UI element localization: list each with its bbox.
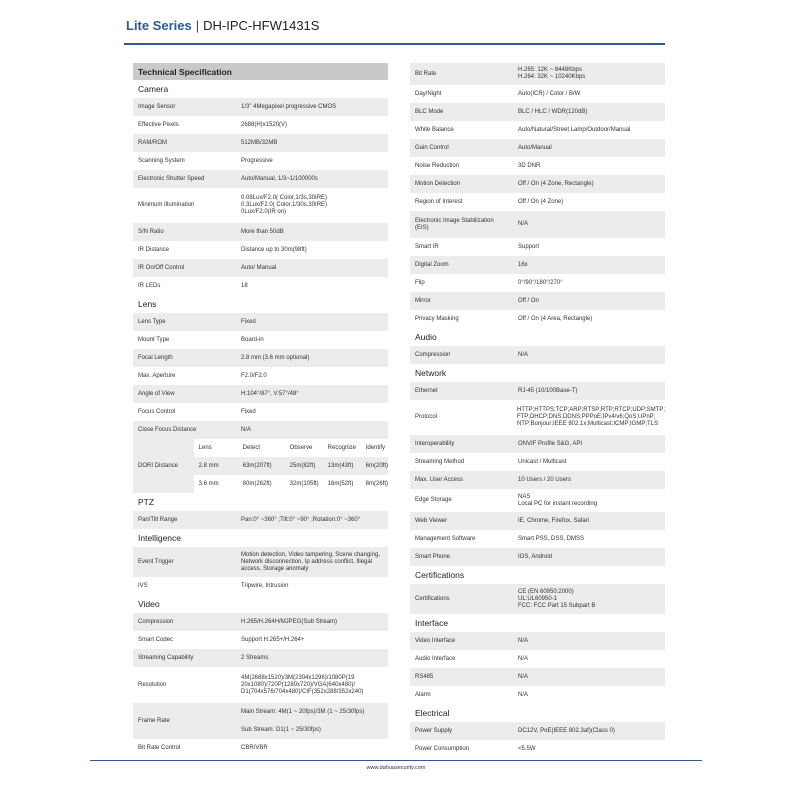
spec-value: Auto/Natural/Street Lamp/Outdoor/Manual — [518, 126, 631, 133]
spec-key-line: Electronic Image Stabilization — [415, 217, 494, 224]
dori-cell: 16m(52ft) — [327, 481, 354, 487]
spec-value: 1/3" 4Megapixel progressive CMOS — [241, 103, 337, 110]
footer-url[interactable]: www.dahuasecurity.com — [366, 765, 426, 771]
spec-row — [410, 584, 665, 614]
spec-row — [410, 211, 665, 238]
dori-header-row — [194, 439, 388, 457]
spec-value: BLC / HLC / WDR(120dB) — [518, 108, 588, 115]
section-electrical: Electrical — [415, 708, 450, 718]
spec-key: Close Focus Distance — [138, 426, 197, 433]
spec-row — [410, 632, 665, 650]
spec-row — [133, 403, 388, 421]
spec-key: Audio Interface — [415, 655, 456, 662]
spec-row — [133, 170, 388, 188]
spec-value-line: 0Lux/F2.0(IR on) — [241, 209, 287, 215]
spec-key: RS485 — [415, 673, 434, 680]
spec-row — [410, 274, 665, 292]
spec-value: N/A — [518, 351, 529, 358]
spec-row — [410, 346, 665, 364]
spec-row — [133, 667, 388, 703]
section-intelligence: Intelligence — [138, 533, 182, 543]
spec-value: F2.0/F2.0 — [241, 372, 267, 379]
dori-label: DORI Distance — [133, 439, 194, 493]
spec-value: Auto(ICR) / Color / B/W — [518, 90, 581, 97]
spec-row — [410, 489, 665, 512]
spec-value: 2688(H)x1520(V) — [241, 121, 288, 128]
spec-key: BLC Mode — [415, 108, 444, 115]
spec-row — [133, 739, 388, 757]
spec-key: IR Distance — [138, 246, 170, 253]
spec-row — [133, 98, 388, 116]
spec-key: Frame Rate — [138, 717, 170, 724]
section-network: Network — [415, 368, 447, 378]
dori-table — [133, 439, 388, 493]
spec-value-line: FCC: FCC Part 15 Subpart B — [518, 602, 596, 609]
spec-row — [133, 703, 388, 739]
dori-header-cell: Identify — [365, 445, 386, 451]
spec-row — [133, 631, 388, 649]
spec-row — [410, 103, 665, 121]
spec-value-line: Motion detection, Video tampering, Scene changing, — [241, 551, 380, 558]
spec-value: 18 — [241, 282, 248, 289]
spec-row — [410, 530, 665, 548]
page-header — [126, 18, 319, 33]
spec-row — [133, 116, 388, 134]
spec-key: Motion Detection — [415, 180, 461, 187]
spec-value-line: NTP;Bonjour;IEEE 802.1x;Multicast;ICMP;IGMP;TLS — [516, 421, 659, 427]
spec-row — [133, 649, 388, 667]
spec-value: IE, Chrome, Firefox, Safari — [518, 517, 590, 524]
spec-value: Unicast / Multicast — [518, 458, 567, 465]
spec-key: Ethernet — [415, 387, 438, 394]
spec-value-line: UL:UL60950-1 — [518, 595, 558, 602]
spec-row — [133, 134, 388, 152]
spec-key: Focus Control — [138, 408, 176, 415]
spec-row — [133, 277, 388, 295]
spec-key: IVS — [138, 582, 148, 589]
spec-value: DC12V, PoE(IEEE 802.3af)(Class 0) — [518, 727, 615, 734]
spec-key: Certifications — [415, 595, 450, 602]
spec-key: Alarm — [415, 691, 431, 698]
spec-row — [410, 548, 665, 566]
spec-row — [133, 152, 388, 170]
spec-value: Support — [518, 243, 540, 250]
title-separator: | — [195, 18, 200, 33]
spec-row — [410, 435, 665, 453]
dori-header-cell: Lens — [198, 445, 212, 451]
spec-key: Minimum Illumination — [138, 202, 195, 208]
spec-value: 3D DNR — [518, 162, 541, 169]
spec-row — [410, 175, 665, 193]
spec-key: Angle of View — [138, 390, 175, 397]
dori-cell: 3.6 mm — [198, 481, 219, 487]
dori-row — [194, 457, 388, 475]
spec-value-line: D1(704x576/704x480)/CIF(352x288/352x240) — [241, 688, 364, 695]
spec-value: N/A — [241, 426, 252, 433]
spec-value: Off / On (4 Zone) — [518, 198, 564, 205]
section-video: Video — [138, 599, 160, 609]
spec-row — [133, 259, 388, 277]
spec-row — [133, 385, 388, 403]
dori-row — [194, 475, 388, 493]
spec-key: Flip — [415, 279, 425, 286]
spec-key: Day/Night — [415, 90, 442, 97]
spec-value: Fixed — [241, 318, 256, 325]
spec-row — [410, 650, 665, 668]
spec-key: Streaming Method — [415, 458, 465, 465]
spec-key-line: (EIS) — [415, 224, 429, 231]
spec-key: Image Sensor — [138, 103, 176, 110]
spec-key: Max. Aperture — [138, 372, 176, 379]
spec-row — [133, 421, 388, 439]
spec-value: 10 Users / 20 Users — [518, 476, 572, 483]
spec-value: Pan:0° ~360° ;Tilt:0° ~90° ;Rotation:0° ~360° — [241, 516, 361, 523]
section-interface: Interface — [415, 618, 449, 628]
spec-key: Mount Type — [138, 336, 170, 343]
spec-key: Compression — [415, 351, 451, 358]
spec-row — [410, 400, 665, 435]
spec-value-line: FTP;DHCP;DNS;DDNS;PPPoE;IPv4/v6;QoS;UPnP; — [516, 414, 656, 420]
spec-value-line: HTTP;HTTPS;TCP;ARP;RTSP;RTP;RTCP;UDP;SMTP; — [516, 407, 665, 413]
dori-header-cell: Observe — [289, 445, 313, 451]
spec-value: N/A — [518, 655, 529, 662]
spec-key: Noise Reduction — [415, 162, 460, 169]
spec-row — [410, 740, 665, 758]
spec-value-line: 4M(2688x1520)/3M(2304x1296)/1080P(19 — [241, 674, 355, 681]
dori-cell: 13m(43ft) — [327, 463, 354, 469]
spec-key: Streaming Capability — [138, 654, 194, 661]
spec-row — [133, 577, 388, 595]
spec-key: Gain Control — [415, 144, 449, 151]
spec-value: N/A — [518, 637, 529, 644]
dori-cell: 8m(26ft) — [365, 481, 388, 487]
spec-key: Effective Pixels — [138, 121, 179, 128]
spec-row — [410, 382, 665, 400]
dori-cell: 6m(20ft) — [365, 463, 388, 469]
dori-header-cell: Detect — [242, 445, 260, 451]
spec-key: Bit Rate Control — [138, 744, 181, 751]
spec-value: Tripwire, Intrusion — [241, 582, 289, 589]
spec-key: Bit Rate — [415, 70, 437, 77]
spec-value: 512MB/32MB — [241, 139, 278, 146]
spec-key: Power Supply — [415, 727, 453, 734]
spec-key: Privacy Masking — [415, 315, 459, 322]
spec-value-line: CE (EN 60950:2000) — [518, 588, 574, 595]
spec-key: Power Consumption — [415, 745, 470, 752]
footer-rule — [90, 760, 702, 761]
spec-value-line: H.264: 32K ~ 10240Kbps — [518, 74, 586, 80]
spec-value: IOS, Android — [518, 553, 553, 560]
spec-key: Lens Type — [138, 318, 166, 325]
spec-key: Web Viewer — [415, 517, 448, 524]
spec-value: 16x — [518, 261, 528, 268]
spec-key: Video Interface — [415, 637, 456, 644]
spec-value: H.265/H.264H/MJPEG(Sub Stream) — [241, 618, 338, 625]
spec-row — [133, 511, 388, 529]
spec-key: Electronic Shutter Speed — [138, 175, 205, 182]
spec-value: Auto/ Manual — [241, 264, 277, 271]
dori-cell: 25m(82ft) — [289, 463, 316, 469]
section-lens: Lens — [138, 299, 157, 309]
spec-value-line: 0.08Lux/F2.0( Color,1/3s,30IRE) — [241, 195, 328, 201]
spec-value: ONVIF Profile S&G, API — [518, 440, 583, 447]
spec-value: RJ-45 (10/100Base-T) — [518, 387, 578, 394]
dori-cell: 32m(105ft) — [289, 481, 319, 487]
spec-row — [133, 223, 388, 241]
spec-row — [410, 471, 665, 489]
spec-value: Off / On (4 Area, Rectangle) — [518, 315, 593, 322]
spec-value: Board-in — [241, 336, 264, 343]
spec-key: Focal Length — [138, 354, 173, 361]
spec-value: H:104°/87°, V:57°/48° — [241, 390, 299, 397]
spec-key: White Balance — [415, 126, 454, 133]
spec-value: <5.5W — [518, 745, 536, 752]
section-audio: Audio — [415, 332, 437, 342]
spec-value: More than 50dB — [241, 228, 284, 235]
spec-row — [410, 686, 665, 704]
spec-row — [410, 157, 665, 175]
spec-value: 2.8 mm (3.6 mm optional) — [241, 354, 310, 361]
spec-row — [133, 313, 388, 331]
spec-value-line: 0.3Lux/F2.0( Color,1/30s,30IRE) — [241, 202, 328, 208]
spec-value: Fixed — [241, 408, 256, 415]
spec-value-line: H.265: 12K ~ 8448Kbps — [518, 67, 582, 73]
spec-key: Digital Zoom — [415, 261, 449, 268]
spec-value: 2 Streams — [241, 654, 269, 661]
spec-row — [133, 547, 388, 577]
spec-key: IR LEDs — [138, 282, 161, 289]
spec-row — [410, 722, 665, 740]
header-rule — [124, 43, 665, 45]
model-title: DH-IPC-HFW1431S — [203, 18, 320, 33]
dori-cell: 63m(207ft) — [242, 463, 272, 469]
spec-row — [133, 188, 388, 223]
spec-value: CBR/VBR — [241, 744, 268, 751]
spec-row — [133, 613, 388, 631]
spec-row — [410, 121, 665, 139]
spec-key: Protocol — [415, 414, 438, 420]
spec-title: Technical Specification — [133, 63, 388, 80]
spec-key: Smart Codec — [138, 636, 174, 643]
spec-value-line: Sub Stream: D1(1 ~ 25/30fps) — [241, 726, 321, 733]
spec-row — [410, 453, 665, 471]
spec-value-line: NAS — [518, 493, 531, 500]
spec-value: Auto/Manual — [518, 144, 552, 151]
spec-key: Event Trigger — [138, 558, 174, 565]
spec-key: Smart Phone — [415, 553, 451, 560]
spec-key: Interoperability — [415, 440, 455, 447]
spec-row — [410, 63, 665, 85]
spec-key: Compression — [138, 618, 174, 625]
spec-value: N/A — [518, 221, 529, 227]
left-column — [133, 63, 388, 757]
spec-row — [133, 241, 388, 259]
spec-key: Edge Storage — [415, 497, 452, 503]
spec-value-line: Network disconnection, Ip address conflict, Illegal — [241, 558, 373, 565]
spec-row — [410, 139, 665, 157]
spec-row — [410, 512, 665, 530]
spec-value: Auto/Manual, 1/3~1/100000s — [241, 175, 318, 182]
spec-key: S/N Ratio — [138, 228, 164, 235]
spec-key: Smart IR — [415, 243, 439, 250]
spec-row — [410, 310, 665, 328]
spec-key: Region of Interest — [415, 198, 463, 205]
spec-row — [410, 238, 665, 256]
section-certifications: Certifications — [415, 570, 465, 580]
spec-key: Scanning System — [138, 157, 185, 164]
spec-value: N/A — [518, 673, 529, 680]
right-column — [410, 63, 665, 758]
spec-key: Resolution — [138, 681, 167, 688]
spec-value: Off / On (4 Zone, Rectangle) — [518, 180, 594, 187]
spec-key: Management Software — [415, 535, 476, 542]
dori-cell: 80m(262ft) — [242, 481, 272, 487]
spec-value-line: access, Storage anomaly — [241, 565, 309, 572]
spec-value: Smart PSS, DSS, DMSS — [518, 535, 585, 542]
spec-row — [410, 292, 665, 310]
spec-key: IR On/Off Control — [138, 264, 185, 271]
spec-row — [410, 668, 665, 686]
spec-key: Pan/Tilt Range — [138, 516, 178, 523]
section-ptz: PTZ — [138, 497, 155, 507]
spec-value-line: Local PC for instant recording — [518, 500, 598, 507]
spec-row — [410, 256, 665, 274]
spec-key: Max. User Access — [415, 476, 464, 483]
series-title: Lite Series — [126, 18, 192, 33]
spec-row — [410, 85, 665, 103]
spec-row — [410, 193, 665, 211]
spec-row — [133, 331, 388, 349]
spec-value: Distance up to 30m(98ft) — [241, 246, 307, 253]
spec-value: N/A — [518, 691, 529, 698]
dori-cell: 2.8 mm — [198, 463, 219, 469]
spec-value-line: 20x1080)/720P(1280x720)/VGA(640x480)/ — [241, 681, 356, 688]
dori-header-cell: Recognize — [327, 445, 357, 451]
spec-value: Support H.265+/H.264+ — [241, 636, 305, 643]
spec-value: Progressive — [241, 157, 273, 164]
spec-value: 0°/90°/180°/270° — [518, 279, 563, 286]
spec-key: Mirror — [415, 297, 431, 304]
spec-row — [133, 349, 388, 367]
spec-key: RAM/ROM — [138, 139, 167, 146]
section-camera: Camera — [138, 84, 169, 94]
spec-value: Off / On — [518, 297, 539, 304]
spec-row — [133, 367, 388, 385]
spec-value-line: Main Stream: 4M(1 ~ 20fps)/3M (1 ~ 25/30fps) — [241, 708, 365, 715]
